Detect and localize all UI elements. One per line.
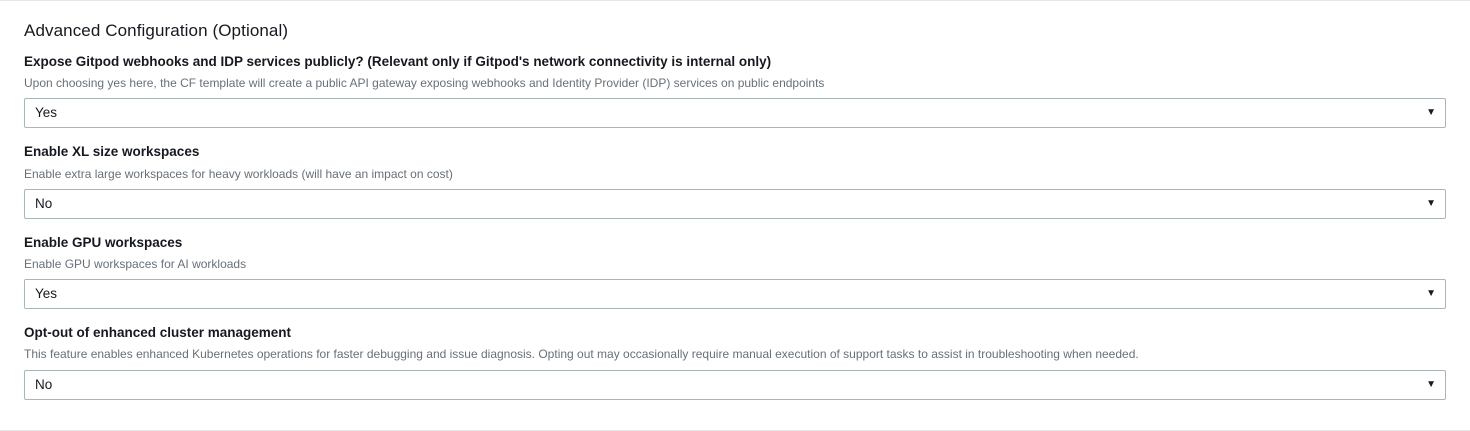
enable-xl-workspaces-select[interactable]: [24, 189, 1446, 219]
field-enable-gpu-workspaces: [24, 234, 1446, 309]
chevron-down-icon[interactable]: ▼: [1426, 107, 1436, 119]
field-enable-xl-workspaces: [24, 143, 1446, 218]
page-title: Advanced Configuration (Optional): [24, 21, 289, 40]
field-description: This feature enables enhanced Kubernetes operations for faster debugging and issue diagnosis. Opting out may occasionally require manual execution of support tasks to assist in troubleshooting when needed.: [24, 347, 1139, 362]
select-value: Yes: [35, 286, 58, 302]
field-label: Enable XL size workspaces: [24, 144, 200, 160]
enable-gpu-workspaces-select[interactable]: [24, 279, 1446, 309]
field-label: Expose Gitpod webhooks and IDP services publicly? (Relevant only if Gitpod's network connectivity is internal only): [24, 54, 772, 69]
field-description: Enable extra large workspaces for heavy workloads (will have an impact on cost): [24, 166, 453, 181]
expose-webhooks-idp-select[interactable]: [24, 98, 1446, 128]
field-label: Enable GPU workspaces: [24, 234, 183, 250]
select-value: No: [35, 376, 53, 392]
chevron-down-icon[interactable]: ▼: [1426, 197, 1436, 209]
chevron-down-icon[interactable]: ▼: [1426, 378, 1436, 390]
field-expose-webhooks-idp: [24, 53, 1446, 128]
select-value: Yes: [35, 105, 58, 121]
field-opt-out-enhanced-cluster-management: [24, 324, 1446, 399]
field-label: Opt-out of enhanced cluster management: [24, 325, 292, 341]
field-description: Enable GPU workspaces for AI workloads: [24, 257, 247, 272]
opt-out-enhanced-cluster-management-select[interactable]: [24, 370, 1446, 400]
field-description: Upon choosing yes here, the CF template will create a public API gateway exposing webhooks and Identity Provider (IDP) services on public endpoints: [24, 76, 825, 91]
select-value: No: [35, 195, 53, 211]
chevron-down-icon[interactable]: ▼: [1426, 288, 1436, 300]
